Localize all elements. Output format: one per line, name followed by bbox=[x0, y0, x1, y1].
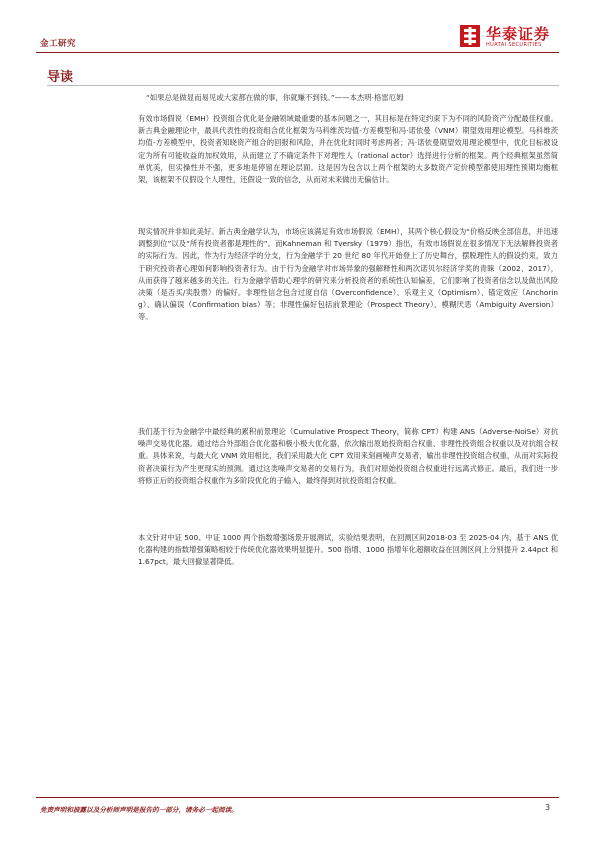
footer-disclaimer: 免责声明和披露以及分析师声明是报告的一部分，请务必一起阅读。 bbox=[40, 806, 238, 814]
huatai-logo-icon bbox=[459, 24, 481, 48]
paragraph-ans-optimizer: 我们基于行为金融学中最经典的累积前景理论（Cumulative Prospect Theory，简称 CPT）构建 ANS（Adverse-NoiSe）对抗噪声交易优化器。通过结合外部组合优化器和极小极大优化器，依次输出原始投资组合权重、非理性投资组合权重以及对抗组合权重。具体来说，与最大化 VNM 效用相比，我们采用最大化 CPT 效用来刻画噪声交易者，输出非理性投资组合权重，从而对实际投资者决策行为产生更现实的预测。通过这类噪声交易者的交易行为，我们对原始投资组合权重进行远离式修正。最后，我们进一步将修正后的投资组合权重作为多阶段优化的子输入，最终得到对抗投资组合权重。 bbox=[138, 427, 558, 485]
title-divider bbox=[47, 85, 559, 86]
page-number: 3 bbox=[545, 803, 551, 812]
logo-english-name: HUATAI SECURITIES bbox=[486, 42, 542, 48]
section-title: 导读 bbox=[47, 70, 74, 85]
report-category: 金工研究 bbox=[40, 39, 77, 49]
header-divider bbox=[36, 52, 559, 53]
logo-chinese-name: 华泰证券 bbox=[486, 25, 551, 43]
epigraph-quote: “如果总是做显而易见或大家都在做的事，你就赚不到钱。”——本杰明·格雷厄姆 bbox=[146, 93, 404, 102]
footer-divider bbox=[36, 797, 559, 798]
paragraph-emh: 有效市场假说（EMH）投资组合优化是金融领域最重要的基本问题之一，其目标是在特定约束下为不同的风险资产分配最佳权重。新古典金融理论中，最具代表性的投资组合优化框架为马科维茨均值-方差模型和冯·诺依曼（VNM）期望效用理论模型。马科维茨均值-方差模型中，投资者知晓资产组合的回报和风险，并在优化时同时考虑两者；冯·诺依曼期望效用理论模型中，优化目标被设定为所有可能收益的加权效用，从而建立了不确定条件下对理性人（rational actor）选择进行分析的框架。两个经典框架虽然简单优美，但实操性并不强，更多地是停留在理论层面。这是因为包含以上两个框架的大多数资产定价模型都使用理性预期均衡框架，该框架不仅假设个人理性，还假设一致的信念，从而对未来做出无偏估计。 bbox=[138, 114, 558, 185]
huatai-logo bbox=[459, 22, 559, 54]
paragraph-behavioral-finance: 现实情况并非如此美好。新古典金融学认为，市场应该满足有效市场假说（EMH），其两个核心假设为“价格反映全部信息，并迅速调整到位”以及“所有投资者都是理性的”。而Kahneman 和 Tversky（1979）指出，有效市场假说在很多情况下无法解释投资者的实际行为。因此，作为行为经济学的分支，行为金融学于 20 世纪 80 年代开始登上了历史舞台，摆脱理性人的假设约束，致力于研究投资者心理如何影响投资者行为。由于行为金融学对市场异象的强解释性和两次诺贝尔经济学奖的青睐（2002、2017），从而获得了越来越多的关注。行为金融学借助心理学的研究来分析投资者的系统性认知偏差，它们影响了投资者信念以及做出风险决策（是否买/卖股票）的偏好。非理性信念包含过度自信（Overconfidence）、乐观主义（Optimism）、锚定效应（Anchoring）、确认偏误（Confirmation bias）等；非理性偏好包括前景理论（Prospect Theory）、模糊厌恶（Ambiguity Aversion）等。 bbox=[138, 227, 558, 322]
page-header bbox=[0, 0, 595, 60]
paragraph-test-results: 本文针对中证 500、中证 1000 两个指数增强场景开展测试，实验结果表明，在回测区间2018-03 至 2025-04 内，基于 ANS 优化器构建的指数增强策略相较于传统优化器效果明显提升。500 指增、1000 指增年化超额收益在回测区间上分别提升 2.44pct 和 1.67pct，最大回撤显著降低。 bbox=[138, 533, 558, 567]
